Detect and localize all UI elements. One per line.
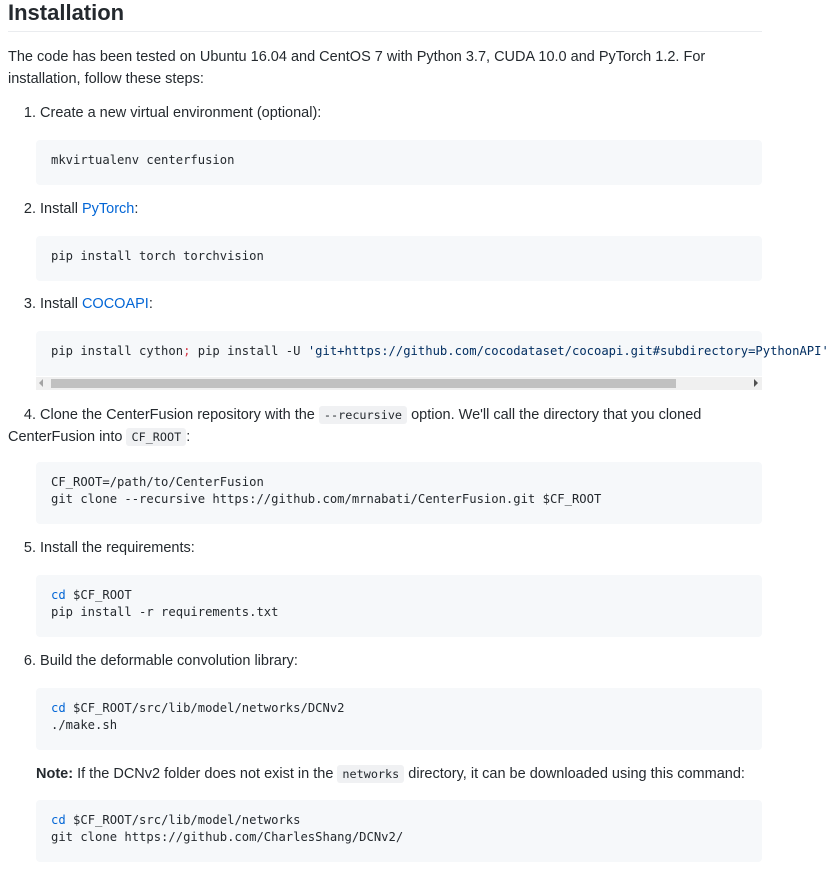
code-block-cocoapi[interactable]	[36, 331, 829, 376]
step-4	[8, 405, 762, 449]
step-number: 4.	[23, 407, 36, 423]
step-text-suffix: :	[134, 201, 139, 217]
pytorch-link[interactable]: PyTorch	[81, 201, 135, 217]
step-6	[8, 651, 762, 673]
code-block-dcnv2-build[interactable]	[36, 688, 762, 750]
step-text-suffix: :	[148, 296, 153, 312]
code-keyword: cd	[51, 588, 66, 602]
step-number: 1.	[23, 105, 36, 121]
intro-paragraph: The code has been tested on Ubuntu 16.04 and CentOS 7 with Python 3.7, CUDA 10.0 and PyTorch 1.2. For installation, follow these steps:	[8, 49, 706, 87]
horizontal-scrollbar[interactable]	[36, 377, 762, 390]
code-line: $CF_ROOT/src/lib/model/networks/DCNv2	[65, 701, 345, 715]
inline-code-networks: networks	[337, 765, 404, 783]
step-text: Create a new virtual environment (optional):	[40, 105, 322, 121]
section-heading: Installation	[8, 0, 762, 32]
step-1	[8, 103, 762, 125]
code-string: 'git+https://github.com/cocodataset/cocoapi.git#subdirectory=PythonAPI'	[307, 344, 829, 358]
step-3	[8, 294, 762, 316]
step-text: Clone the CenterFusion repository with the	[40, 407, 319, 423]
code-line: ./make.sh	[51, 718, 118, 732]
code-line: $CF_ROOT	[65, 588, 132, 602]
code-line: mkvirtualenv centerfusion	[51, 153, 235, 167]
inline-code-recursive: --recursive	[319, 406, 407, 424]
step-text: Install	[40, 296, 82, 312]
code-line: git clone --recursive https://github.com/mrnabati/CenterFusion.git $CF_ROOT	[51, 492, 602, 506]
note-paragraph	[36, 764, 762, 786]
code-separator: ;	[183, 344, 191, 358]
step-2	[8, 199, 762, 221]
cocoapi-link[interactable]: COCOAPI	[81, 296, 149, 312]
inline-code-cf-root: CF_ROOT	[126, 428, 186, 446]
code-part: pip install -U	[190, 344, 308, 358]
code-line: $CF_ROOT/src/lib/model/networks	[65, 813, 301, 827]
code-block-clone[interactable]	[36, 462, 762, 524]
code-block-pytorch[interactable]	[36, 236, 762, 281]
step-number: 2.	[23, 201, 36, 217]
note-text-suffix: directory, it can be downloaded using this command:	[404, 766, 745, 782]
step-text-suffix: :	[186, 428, 191, 445]
note-text: If the DCNv2 folder does not exist in the	[73, 766, 338, 782]
code-keyword: cd	[51, 701, 66, 715]
code-block-dcnv2-download[interactable]	[36, 800, 762, 862]
code-block-requirements[interactable]	[36, 575, 762, 637]
step-text-mid: option. We'll call the directory that you cloned CenterFusion into	[8, 407, 702, 445]
code-line: git clone https://github.com/CharlesShang/DCNv2/	[51, 830, 404, 844]
readme-section	[8, 0, 829, 844]
scroll-left-arrow-icon[interactable]	[39, 379, 43, 387]
step-text: Install	[40, 201, 82, 217]
code-keyword: cd	[51, 813, 66, 827]
step-5	[8, 538, 762, 560]
step-text: Install the requirements:	[40, 540, 195, 556]
code-line: pip install -r requirements.txt	[51, 605, 279, 619]
step-text: Build the deformable convolution library:	[40, 653, 298, 669]
step-number: 3.	[23, 296, 36, 312]
note-label: Note:	[36, 766, 74, 782]
step-number: 5.	[23, 540, 36, 556]
code-block-virtualenv[interactable]	[36, 140, 762, 185]
code-line: CF_ROOT=/path/to/CenterFusion	[51, 475, 264, 489]
code-line: pip install torch torchvision	[51, 249, 264, 263]
scroll-right-arrow-icon[interactable]	[754, 379, 758, 387]
scrollbar-thumb[interactable]	[51, 379, 676, 388]
code-part: pip install cython	[51, 344, 184, 358]
step-number: 6.	[23, 653, 36, 669]
